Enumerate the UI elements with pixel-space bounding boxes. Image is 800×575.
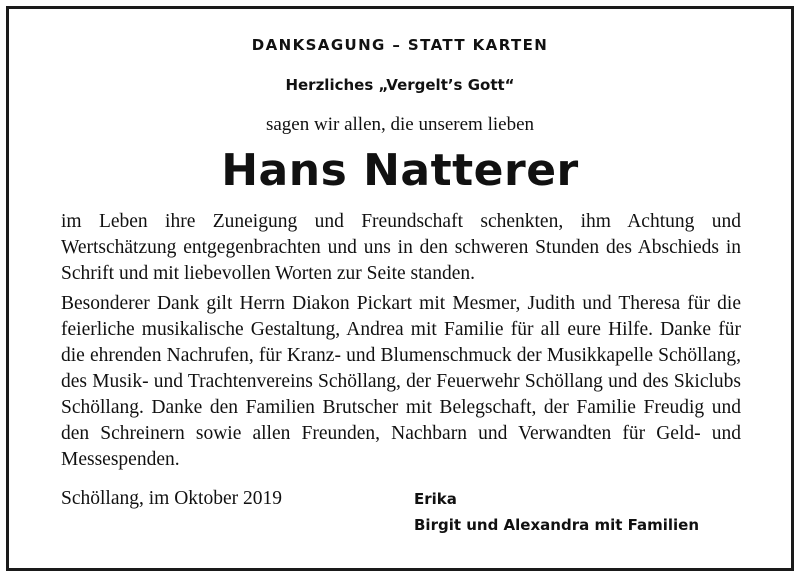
- signer-name: Birgit und Alexandra mit Familien: [414, 516, 699, 534]
- signers: [414, 486, 699, 538]
- deceased-name: Hans Natterer: [221, 145, 579, 196]
- thanks-line: Herzliches „Vergelt’s Gott“: [285, 76, 515, 94]
- place-and-date: Schöllang, im Oktober 2019: [61, 488, 282, 509]
- intro-line: sagen wir allen, die unserem lieben: [265, 114, 534, 135]
- thanks-paragraph-2: Besonderer Dank gilt Herrn Diakon Pickart mit Mesmer, Judith und Theresa für die feierliche musikalische Gestaltung, Andrea mit Familie für all eure Hilfe. Danke für die ehrenden Nachrufen, für Kranz- und Blumenschmuck der Musikkapelle Schöllang, des Musik- und Trachtenvereins Schöllang, der Feuerwehr Schöllang und des Skiclubs Schöllang. Danke den Familien Brutscher mit Belegschaft, der Familie Freudig und den Schreinern sowie allen Freunden, Nachbarn und Verwandten für Geld- und Messespenden.: [61, 293, 741, 470]
- signer-name: Erika: [414, 490, 457, 508]
- notice-heading: DANKSAGUNG – STATT KARTEN: [251, 36, 549, 54]
- thanks-paragraph-1: im Leben ihre Zuneigung und Freundschaft schenkten, ihm Achtung und Wertschätzung entgegenbrachten und uns in den schweren Stunden des Abschieds in Schrift und mit liebevollen Worten zur Seite standen.: [61, 211, 741, 284]
